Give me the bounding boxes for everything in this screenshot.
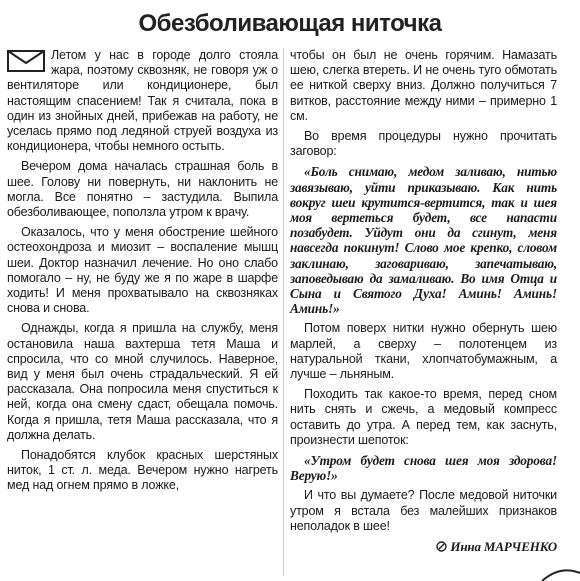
paragraph-1: Летом у нас в городе долго стояла жара, поэтому сквозняк, не говоря уж о вентиляторе или кондиционере, был настоящим спасением! Так я считала, пока в один из знойных дней, прибежав на работу, не уселась прямо под ледяной струей воздуха из кондиционера, чтобы немного остыть. xyxy=(7,48,278,154)
paragraph-5: Понадобятся клубок красных шерстяных ниток, 1 ст. л. меда. Вечером нужно нагреть мед над огнем прямо в ложке, xyxy=(7,448,278,493)
paragraph-10: И что вы думаете? После медовой ниточки утром я встала без малейших признаков неполадок в шее! xyxy=(290,488,557,533)
column-divider xyxy=(283,48,284,576)
paragraph-3: Оказалось, что у меня обострение шейного остеохондроза и миозит – воспаление мышц шеи. Доктор назначил лечение. Но оно слабо помогало – ну, не буду же я по жаре в шарфе ходить! И меня прохватывало на сквозняках снова и снова. xyxy=(7,225,278,316)
paragraph-7: Во время процедуры нужно прочитать заговор: xyxy=(290,129,557,159)
paragraph-4: Однажды, когда я пришла на службу, меня остановила наша вахтерша тетя Маша и спросила, что со мной случилось. Наверное, вид у меня был очень страдальческий. Я ей рассказала. Она попросила меня спуститься к ней, когда она смену сдаст, обещала помочь. Когда я пришла, тетя Маша рассказала, что я должна делать. xyxy=(7,321,278,442)
paragraph-8: Потом поверх нитки нужно обернуть шею марлей, а сверху – полотенцем из натуральной ткани, хлопчатобумажным, а лучше – льняным. xyxy=(290,321,557,382)
pen-icon xyxy=(436,541,447,552)
right-column xyxy=(290,48,557,554)
prayer-block-1: «Боль снимаю, медом заливаю, нитью завязываю, уйти приказываю. Как нить вокруг шеи крутится-вертится, так и шея моя вертеться будет, все напасти позабудет. Уйдут они да сгинут, меня навсегда покинут! Слово мое крепко, словом заклинаю, заговариваю, запечатываю, заповедываю да замаливаю. Во имя Отца и Сына и Святого Духа! Аминь! Аминь! Аминь!» xyxy=(290,164,557,317)
paragraph-9: Походить так какое-то время, перед сном нить снять и сжечь, а медовый компресс оставить до утра. А перед тем, как заснуть, произнести шепоток: xyxy=(290,387,557,447)
prayer-block-2: «Утром будет снова шея моя здорова! Верую!» xyxy=(290,453,557,484)
paragraph-2: Вечером дома началась страшная боль в шее. Голову ни повернуть, ни наклонить не могла. Все понятно – застудила. Выпила обезболивающее, поползла утром к врачу. xyxy=(7,159,278,220)
envelope-icon xyxy=(7,50,45,72)
paragraph-6: чтобы он был не очень горячим. Намазать шею, слегка втереть. И не очень туго обмотать ее ниткой сверху вниз. Должно получиться 7 витков, расстояние между ними – примерно 1 см. xyxy=(290,48,557,123)
left-column xyxy=(7,48,278,499)
article-title: Обезболивающая ниточка xyxy=(138,10,442,37)
author-signature: Инна МАРЧЕНКО xyxy=(290,539,557,554)
corner-logo-mark xyxy=(540,567,580,581)
